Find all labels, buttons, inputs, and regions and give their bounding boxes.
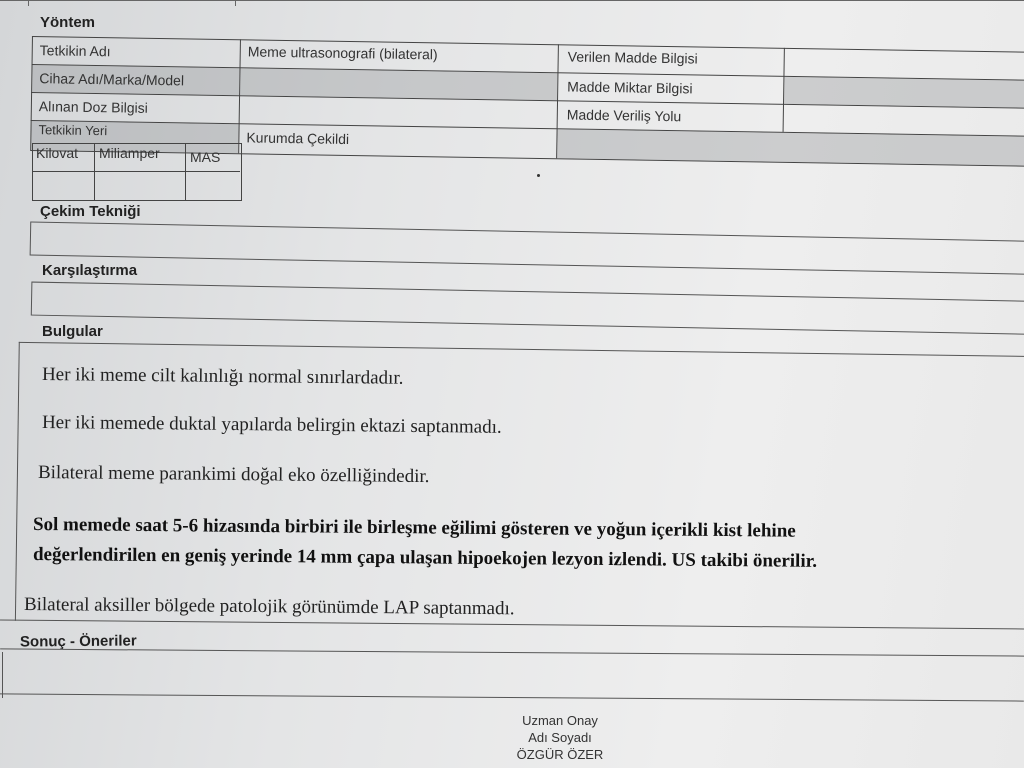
kilovat-table-line: [94, 143, 95, 201]
mas-label: MAS: [190, 149, 221, 165]
bulgular-line-1: Her iki meme cilt kalınlığı normal sınırlardadır.: [41, 364, 404, 389]
madde-veris-label: Madde Veriliş Yolu: [566, 106, 682, 125]
tetkikin-yeri-value: Kurumda Çekildi: [246, 129, 350, 148]
sonuc-heading: Sonuç - Öneriler: [19, 632, 137, 651]
kilovat-label: Kilovat: [36, 145, 79, 161]
signature-role: Uzman Onay: [522, 713, 598, 728]
signature-name-label: Adı Soyadı: [528, 730, 592, 745]
miliamper-label: Miliamper: [99, 145, 160, 161]
bulgular-line-3: Bilateral meme parankimi doğal eko özelliğindedir.: [37, 462, 430, 488]
bulgular-line-5: Bilateral aksiller bölgede patolojik görünümde LAP saptanmadı.: [23, 594, 515, 620]
karsilastirma-heading: Karşılaştırma: [42, 262, 138, 279]
verilen-madde-label: Verilen Madde Bilgisi: [567, 48, 698, 67]
cekim-teknigi-box: [30, 222, 1024, 275]
signature-block: [460, 712, 660, 763]
cihaz-label: Cihaz Adı/Marka/Model: [39, 70, 185, 89]
madde-miktar-value-cell: [784, 77, 1024, 108]
table-line: [32, 36, 1024, 53]
sonuc-box-left: [2, 652, 3, 698]
signature-name: ÖZGÜR ÖZER: [516, 747, 604, 762]
madde-miktar-label: Madde Miktar Bilgisi: [567, 78, 693, 97]
cekim-teknigi-heading: Çekim Tekniği: [40, 203, 141, 220]
kilovat-table-line: [32, 171, 240, 172]
bulgular-bottom-line: [0, 620, 1024, 630]
bulgular-line-4b: değerlendirilen en geniş yerinde 14 mm çapa ulaşan hipoekojen lezyon izlendi. US takibi önerilir.: [32, 544, 818, 572]
kilovat-table: [32, 143, 242, 201]
ink-dot: [537, 174, 540, 177]
karsilastirma-box: [31, 282, 1024, 335]
bulgular-line-2: Her iki memede duktal yapılarda belirgin ektazi saptanmadı.: [41, 412, 502, 438]
bulgular-heading: Bulgular: [42, 323, 103, 340]
page-top-line: [0, 0, 1024, 1]
kilovat-table-line: [185, 143, 186, 201]
tetkikin-yeri-label: Tetkikin Yeri: [38, 122, 108, 139]
tetkikin-adi-label: Tetkikin Adı: [39, 42, 111, 60]
bulgular-line-4a: Sol memede saat 5-6 hizasında birbiri ile birleşme eğilimi gösteren ve yoğun içerikli kist lehine: [32, 514, 796, 542]
sonuc-box: [0, 648, 1024, 701]
yontem-heading: Yöntem: [40, 14, 96, 31]
cihaz-value-cell: [240, 68, 557, 100]
alinan-doz-label: Alınan Doz Bilgisi: [38, 98, 148, 116]
tetkikin-adi-value: Meme ultrasonografi (bilateral): [247, 43, 438, 63]
